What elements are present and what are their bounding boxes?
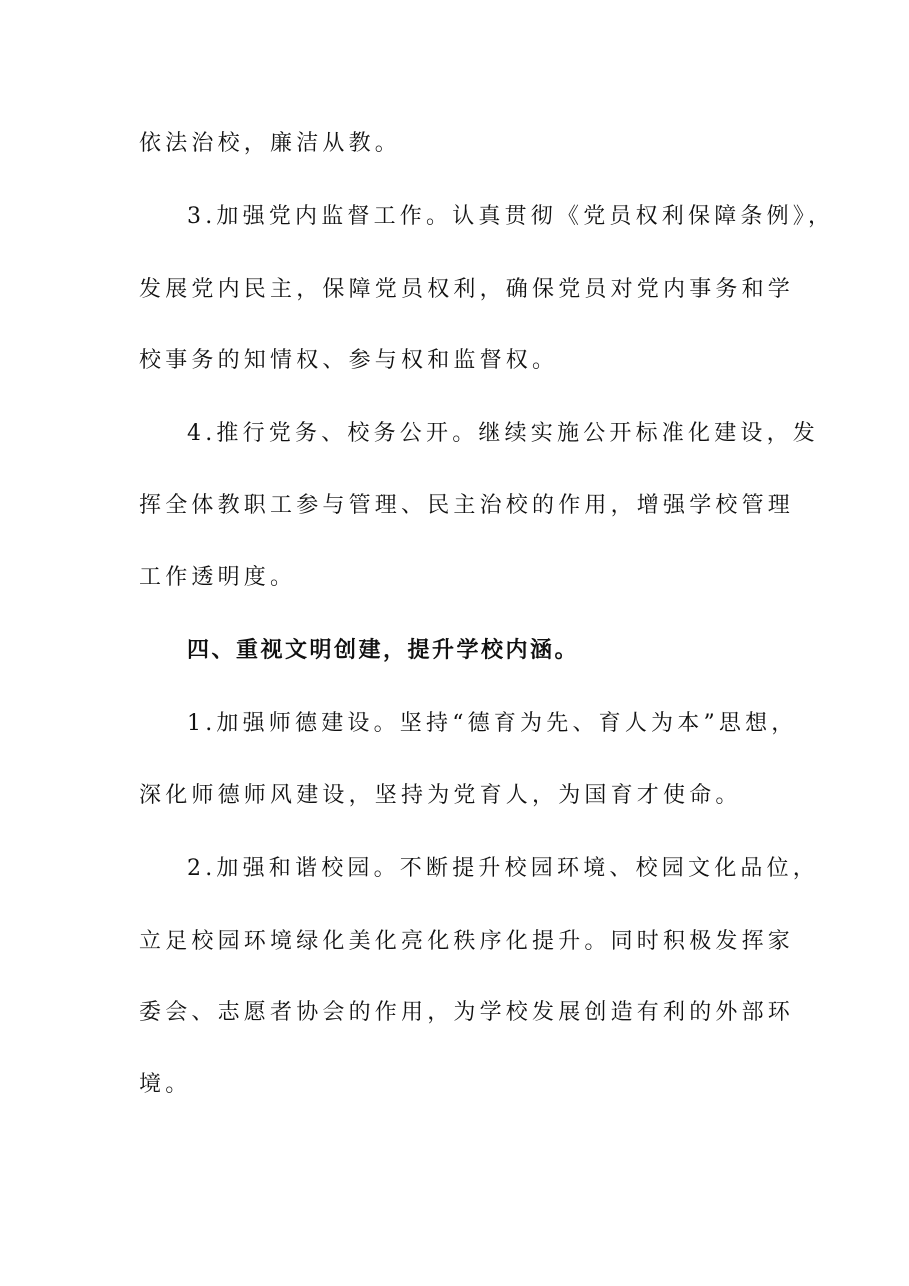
paragraph-line: 委会、志愿者协会的作用，为学校发展创造有利的外部环 [139,1000,795,1025]
paragraph-line-item-1: 1.加强师德建设。坚持“德育为先、育人为本”思想， [187,711,798,736]
paragraph-line: 挥全体教职工参与管理、民主治校的作用，增强学校管理 [139,493,795,518]
paragraph-line-item-4: 4.推行党务、校务公开。继续实施公开标准化建设，发 [187,421,819,446]
paragraph-line: 立足校园环境绿化美化亮化秩序化提升。同时积极发挥家 [139,929,795,954]
paragraph-line: 深化师德师风建设，坚持为党育人，为国育才使命。 [139,783,742,808]
paragraph-line: 依法治校，廉洁从教。 [139,131,402,156]
paragraph-line: 工作透明度。 [139,565,297,590]
paragraph-line-item-2: 2.加强和谐校园。不断提升校园环境、校园文化品位， [187,856,819,881]
paragraph-line-item-3: 3.加强党内监督工作。认真贯彻《党员权利保障条例》， [187,204,835,229]
paragraph-line: 发展党内民主，保障党员权利，确保党员对党内事务和学 [139,277,795,302]
paragraph-line: 境。 [139,1072,192,1097]
section-heading: 四、重视文明创建，提升学校内涵。 [187,638,580,663]
paragraph-line: 校事务的知情权、参与权和监督权。 [139,348,559,373]
